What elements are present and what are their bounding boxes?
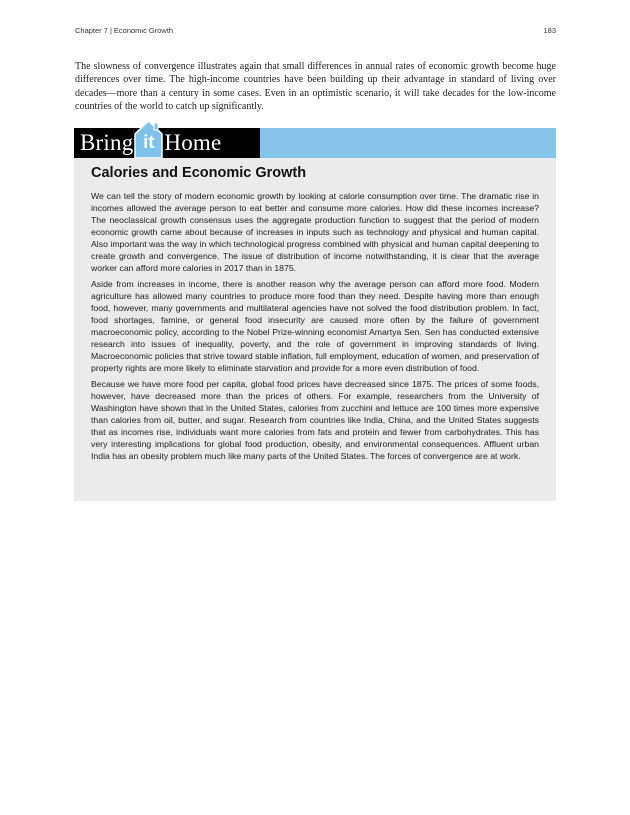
chapter-label: Chapter 7 — [75, 26, 108, 35]
header-separator: | — [109, 26, 112, 35]
bring-it-home-feature-box — [74, 128, 556, 501]
logo-word-bring: Bring — [80, 130, 134, 155]
feature-paragraph-3: Because we have more food per capita, global food prices have decreased since 1875. The prices of some foods, however, have decreased more than the prices of others. For example, researchers from the University of Washington have shown that in the United States, calories from zucchini and lettuce are 100 times more expensive than calories from oil, butter, and sugar. Research from countries like India, China, and the United States suggests that as incomes rise, individuals want more calories from fats and protein and fewer from carbohydrates. This has very interesting implications for global food production, obesity, and environmental consequences. Affluent urban India has an obesity problem much like many parts of the United States. The forces of convergence are at work. — [91, 379, 539, 461]
feature-paragraph-1: We can tell the story of modern economic growth by looking at calorie consumption over time. The dramatic rise in incomes allowed the average person to eat better and consume more calories. How did these incomes increase? The neoclassical growth consensus uses the aggregate production function to suggest that the period of modern economic growth came about because of increases in inputs such as technology and physical and human capital. Also important was the way in which technological progress combined with physical and human capital deepening to create growth and convergence. The issue of distribution of income notwithstanding, it is clear that the average worker can afford more calories in 2017 than in 1875. — [91, 191, 539, 273]
running-header-left — [75, 26, 173, 35]
feature-body — [74, 158, 556, 462]
chapter-title: Economic Growth — [113, 26, 174, 35]
page-number: 183 — [543, 26, 556, 35]
running-header — [75, 26, 556, 35]
feature-banner — [74, 128, 556, 158]
house-icon — [134, 128, 163, 158]
logo-word-it: it — [143, 132, 155, 152]
intro-paragraph: The slowness of convergence illustrates again that small differences in annual rates of economic growth become huge differences over time. The high-income countries have been building up their advantage in standard of living over decades—more than a century in some cases. Even in an optimistic scenario, it will take decades for the low-income countries of the world to catch up significantly. — [75, 61, 556, 112]
logo-word-home: Home — [164, 130, 222, 155]
feature-paragraph-2: Aside from increases in income, there is another reason why the average person can afford more food. Modern agriculture has allowed many countries to produce more food than they need. Despite having more than enough food, however, many governments and multilateral agencies have not solved the food distribution problem. In fact, food shortages, famine, or general food insecurity are caused more often by the failure of government macroeconomic policy, according to the Nobel Prize-winning economist Amartya Sen. Sen has conducted extensive research into issues of inequality, poverty, and the role of government in improving standards of living. Macroeconomic policies that strive toward stable inflation, full employment, education of women, and preservation of property rights are more likely to eliminate starvation and provide for a more even distribution of food. — [91, 279, 539, 373]
bring-it-home-logo — [74, 128, 260, 158]
feature-title: Calories and Economic Growth — [91, 165, 307, 181]
